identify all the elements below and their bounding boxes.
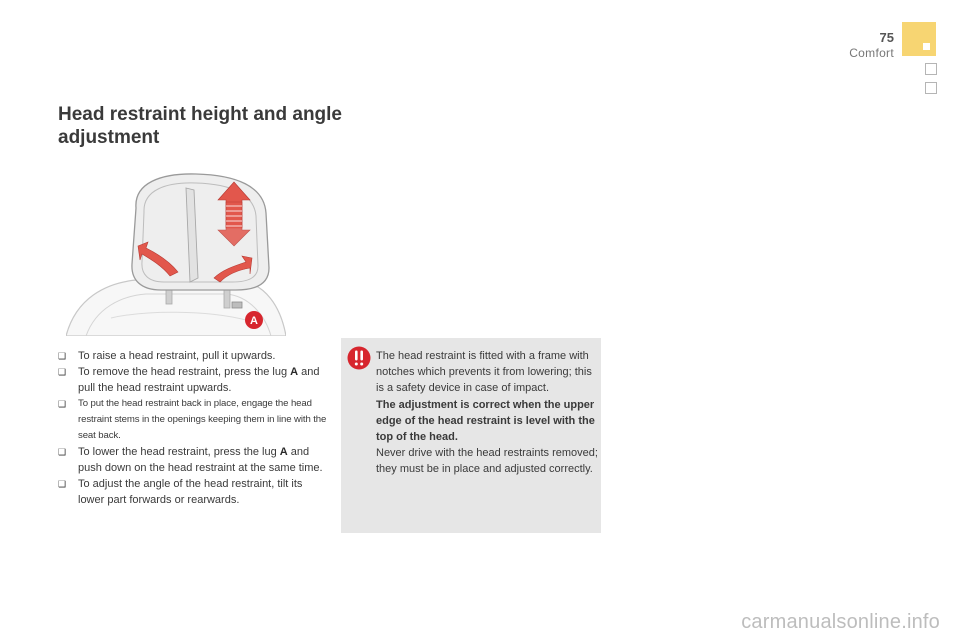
instruction-text: To adjust the angle of the head restraint, tilt its lower part forwards or rearwards.	[78, 478, 303, 506]
checkbox-bullet-icon: ❑	[58, 399, 66, 409]
warning-exclamation-icon	[347, 346, 371, 370]
lug-a-marker	[245, 311, 263, 329]
instruction-text: To raise a head restraint, pull it upwards.	[78, 350, 276, 362]
section-tab-active[interactable]	[902, 22, 936, 56]
instruction-text: and push down on the head restraint at the same time.	[78, 446, 323, 474]
section-tab[interactable]	[925, 82, 937, 94]
head-restraint-illustration	[66, 168, 286, 336]
instruction-text: To put the head restraint back in place, engage the head restraint stems in the openings keeping them in line with the seat back.	[78, 398, 327, 441]
list-item	[58, 348, 328, 364]
list-item	[58, 476, 328, 508]
warning-emphasis: The adjustment is correct when the upper edge of the head restraint is level with the top of the head.	[376, 398, 595, 444]
warning-paragraph: The head restraint is fitted with a frame with notches which prevents it from lowering; this is a safety device in case of impact.	[376, 350, 592, 395]
list-item	[58, 444, 328, 476]
lug-reference: A	[290, 366, 299, 378]
section-tab[interactable]	[925, 63, 937, 75]
head-restraint-diagram	[66, 168, 286, 336]
list-item	[58, 364, 328, 396]
instruction-text: To remove the head restraint, press the lug	[78, 366, 291, 378]
instruction-list	[58, 348, 328, 508]
watermark: carmanualsonline.info	[741, 611, 940, 633]
instruction-text: and pull the head restraint upwards.	[78, 366, 320, 394]
warning-paragraph: Never drive with the head restraints removed; they must be in place and adjusted correctly.	[376, 447, 598, 476]
page-number: 75	[879, 30, 894, 45]
checkbox-bullet-icon: ❑	[58, 447, 67, 457]
page-title: Head restraint height and angle adjustment	[58, 104, 342, 148]
checkbox-bullet-icon: ❑	[58, 479, 67, 489]
list-item	[58, 396, 328, 444]
section-name: Comfort	[849, 46, 894, 60]
instruction-text: To lower the head restraint, press the lug	[78, 446, 280, 458]
checkbox-bullet-icon: ❑	[58, 367, 67, 377]
checkbox-bullet-icon: ❑	[58, 351, 67, 361]
lug-a-label: A	[250, 315, 258, 327]
warning-box	[341, 338, 601, 533]
warning-text	[376, 348, 598, 478]
lug-reference: A	[279, 446, 288, 458]
tab-marker-icon	[923, 43, 930, 50]
